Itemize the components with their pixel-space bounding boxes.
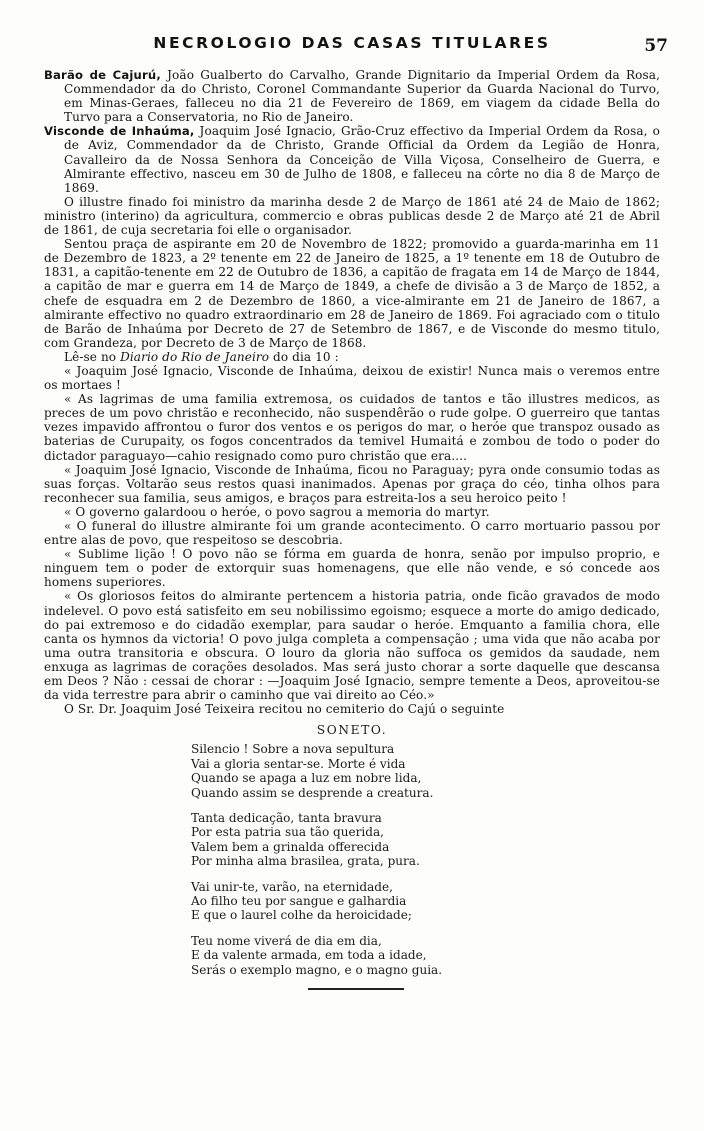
soneto-intro: O Sr. Dr. Joaquim José Teixeira recitou no cemiterio do Cajú o seguinte [64,702,505,717]
poem-line: Serás o exemplo magno, e o magno guia. [191,962,443,977]
poem-stanza [191,880,521,923]
poem-line: Por esta patria sua tão querida, [191,825,384,840]
diary-lead-paragraph [44,350,660,364]
entry-name: Visconde de Inhaúma, [44,124,195,139]
diary-title: Diario do Rio de Janeiro [120,349,270,364]
quote-paragraph: « Joaquim José Ignacio, Visconde de Inhaúma, deixou de existir! Nunca mais o veremos entre os mortaes ! [44,363,660,393]
poem-stanza [191,742,521,800]
page-header [44,34,668,64]
poem-line: E que o laurel colhe da heroicidade; [191,908,412,923]
poem-line: Quando se apaga a luz em nobre lida, [191,771,422,786]
entry-text: João Gualberto do Carvalho, Grande Dignitario da Imperial Ordem da Rosa, Commendador da do Christo, Coronel Commandante Superior da Guarda Nacional do Turvo, em Minas-Geraes, falleceu no dia 21 de Fevereiro de 1869, em viagem da cidade Bella do Turvo para a Conservatoria, no Rio de Janeiro. [64,68,660,125]
poem-line: E da valente armada, em toda a idade, [191,948,427,963]
poem-line: Silencio ! Sobre a nova sepultura [191,742,395,757]
poem-stanza [191,934,521,977]
quote-paragraph: « Sublime lição ! O povo não se fórma em guarda de honra, senão por impulso proprio, e ninguem tem o poder de extorquir suas homenagens, que elle não vende, e só concede aos homens superiores. [44,547,660,590]
entry-text: Joaquim José Ignacio, Grão-Cruz effectivo da Imperial Ordem da Rosa, o de Aviz, Commendador da de Christo, Grande Official da Ordem da Legião de Honra, Cavalleiro da de Nossa Senhora da Conceição de Villa Viçosa, Conselheiro de Guerra, e Almirante effectivo, nasceu em 30 de Julho de 1808, e falleceu na côrte no dia 8 de Março de 1869. [64,124,661,195]
poem-line: Tanta dedicação, tanta bravura [191,810,382,825]
poem [183,742,521,989]
poem-stanza [191,811,521,869]
poem-line: Vai a gloria sentar-se. Morte é vida [191,756,406,771]
necrology-entry [44,68,660,124]
page-content [44,34,668,990]
entry-name: Barão de Cajurú, [44,68,161,82]
quote-paragraph: « As lagrimas de uma familia extremosa, os cuidados de tantos e tão illustres medicos, as preces de um povo christão e reconhecido, não suspendêrão o rude golpe. O guerreiro que tantas vezes impavido affrontou o furor dos ventos e os perigos do mar, o heróe que transpoz ousado as baterias de Curupaity, os fogos concentrados da temivel Humaitá e zombou de todo o poder do dictador paraguayo—cahio resignado como puro christão que era.... [44,392,660,463]
paragraph: Sentou praça de aspirante em 20 de Novembro de 1822; promovido a guarda-marinha em 11 de Dezembro de 1823, a 2º tenente em 22 de Janeiro de 1825, a 1º tenente em 18 de Outubro de 1831, a capitão-tenente em 22 de Outubro de 1836, a capitão de fragata em 14 de Março de 1844, a capitão de mar e guerra em 14 de Março de 1849, a chefe de divisão a 3 de Março de 1852, a chefe de esquadra em 2 de Dezembro de 1860, a vice-almirante em 21 de Janeiro de 1867, a almirante effectivo no quadro extraordinario em 28 de Janeiro de 1869. Foi agraciado com o titulo de Barão de Inhaúma por Decreto de 27 de Setembro de 1867, e de Visconde do mesmo titulo, com Grandeza, por Decreto de 3 de Março de 1868. [44,237,660,350]
diary-lead-after: do dia 10 : [269,349,339,364]
quote-paragraph: « Joaquim José Ignacio, Visconde de Inhaúma, ficou no Paraguay; pyra onde consumio todas as suas forças. Voltarão seus restos quasi inanimados. Apenas por graça do céo, tinha olhos para reconhecer sua familia, seus amigos, e braços para estreita-los a seu heroico peito ! [44,462,660,505]
poem-line: Por minha alma brasilea, grata, pura. [191,854,420,869]
folio-number: 57 [644,36,668,56]
page-title: NECROLOGIO DAS CASAS TITULARES [153,34,551,52]
poem-line: Teu nome viverá de dia em dia, [191,933,382,948]
soneto-heading: SONETO. [316,723,388,738]
section-divider [308,988,404,990]
necrology-entry [44,124,660,194]
poem-line: Valem bem a grinalda offerecida [191,839,390,854]
quote-paragraph: « O funeral do illustre almirante foi um grande acontecimento. O carro mortuario passou por entre alas de povo, que respeitoso se descobria. [44,519,660,548]
poem-line: Quando assim se desprende a creatura. [191,785,434,800]
quote-paragraph: « Os gloriosos feitos do almirante pertencem a historia patria, onde ficão gravados de modo indelevel. O povo está satisfeito em seu nobilissimo egoismo; esquece a morte do amigo dedicado, do pai extremoso e do cidadão exemplar, para saudar o heróe. Emquanto a familia chora, elle canta os hymnos da victoria! O povo julga completa a compensação ; uma vida que não acaba por uma outra transitoria e obscura. O louro da gloria não suffoca os gemidos da saudade, nem enxuga as lagrimas de corações desolados. Mas será justo chorar a sorte daquelle que descansa em Deos ? Não : cessai de chorar : —Joaquim José Ignacio, sempre temente a Deos, aproveitou-se da vida terrestre para abrir o caminho que vai direito ao Céo.» [44,589,660,703]
paragraph: O illustre finado foi ministro da marinha desde 2 de Março de 1861 até 24 de Maio de 1862; ministro (interino) da agricultura, commercio e obras publicas desde 2 de Março até 21 de Abril de 1861, de cuja secretaria foi elle o organisador. [44,194,660,238]
poem-line: Ao filho teu por sangue e galhardia [191,893,407,908]
body-text [44,68,660,716]
diary-lead-before: Lê-se no [64,349,121,364]
quote-paragraph: « O governo galardoou o heróe, o povo sagrou a memoria do martyr. [64,504,490,519]
poem-line: Vai unir-te, varão, na eternidade, [191,879,393,894]
